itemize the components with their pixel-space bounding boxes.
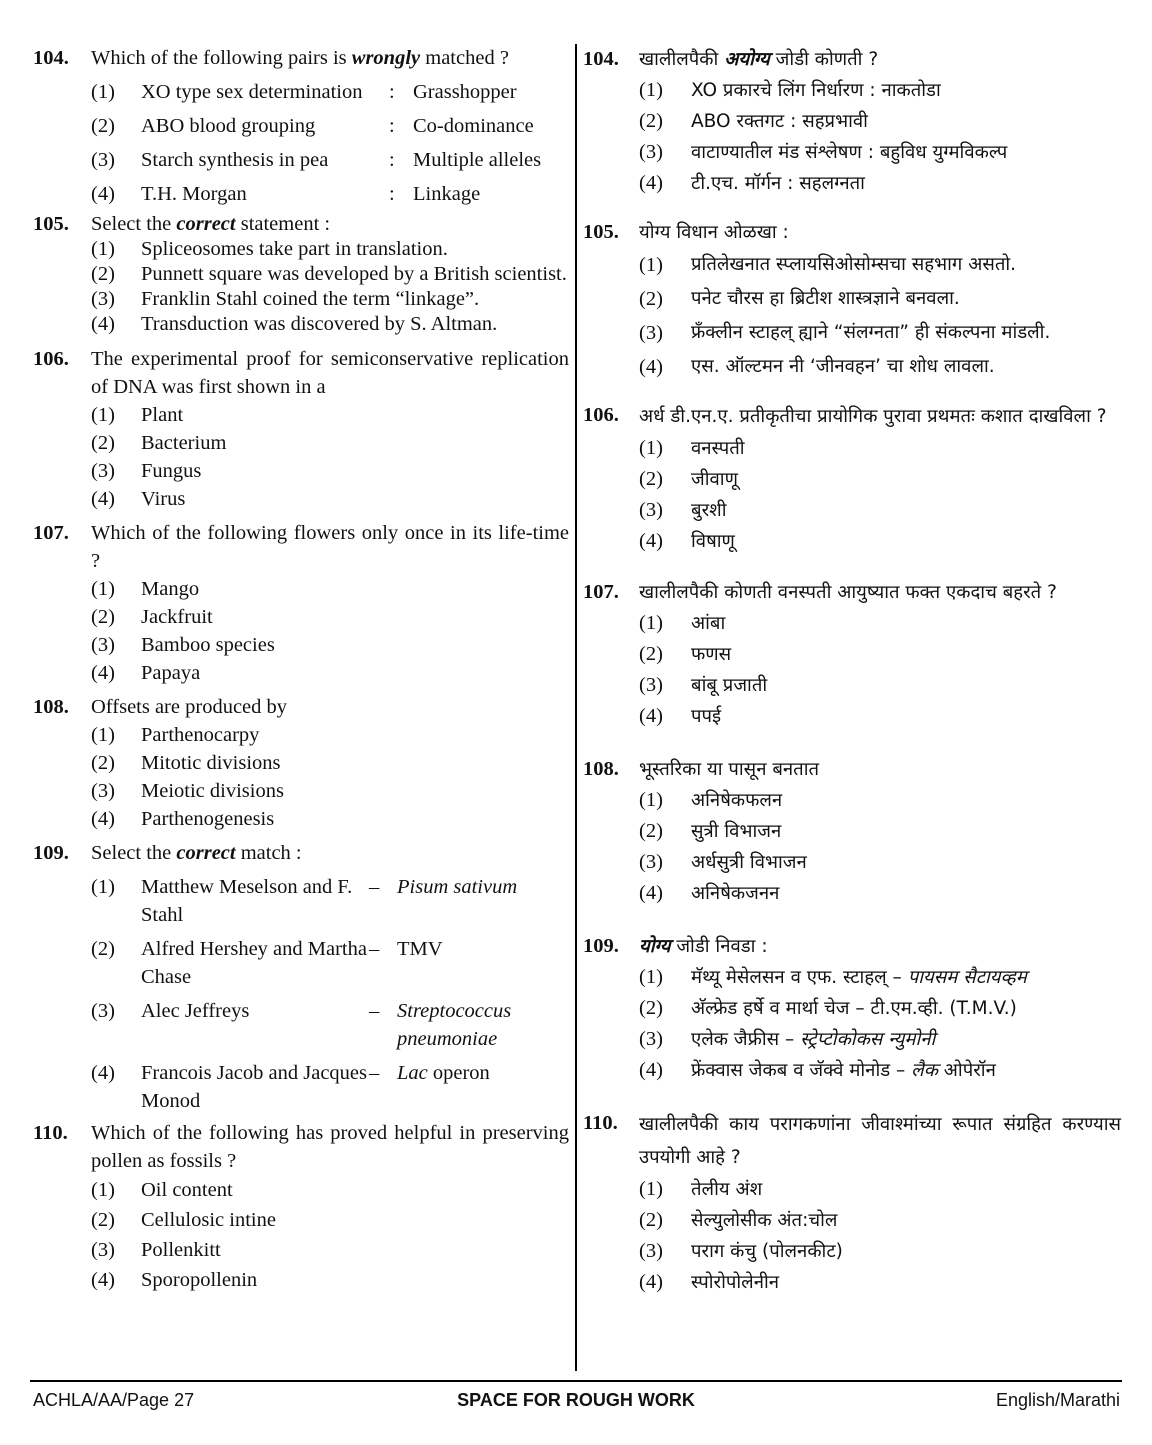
question-number: 104. (33, 47, 69, 69)
option: (1) आंबा (639, 612, 726, 634)
option: (2) जीवाणू (639, 468, 738, 490)
option: (2) Bacterium (91, 432, 227, 454)
question-number: 104. (583, 48, 619, 70)
option: (3) Fungus (91, 460, 202, 482)
question-number: 110. (33, 1122, 68, 1144)
question-108-en (33, 693, 569, 833)
option: (1) तेलीय अंश (639, 1178, 763, 1200)
question-number: 109. (583, 935, 619, 957)
option: (2) Punnett square was developed by a British scientist. (91, 263, 567, 285)
question-text: Which of the following flowers only once in its life-time ? (91, 522, 569, 572)
option: (3) बांबू प्रजाती (639, 674, 768, 696)
option: (3) एलेक जैफ्रीस – स्ट्रेप्टोकोकस न्युमोनी (639, 1028, 936, 1050)
option: (4) T.H. Morgan : Linkage (91, 183, 481, 205)
question-text: भूस्तरिका या पासून बनतात (639, 759, 820, 780)
question-number: 105. (583, 221, 619, 243)
option: (1) XO type sex determination : Grasshopper (91, 81, 517, 103)
option: (3) बुरशी (639, 499, 727, 521)
option: (3) Franklin Stahl coined the term “linkage”. (91, 288, 480, 310)
option: (2) सेल्युलोसीक अंत:चोल (639, 1209, 838, 1231)
footer-page-id: ACHLA/AA/Page 27 (33, 1390, 195, 1410)
question-text: खालीलपैकी कोणती वनस्पती आयुष्यात फक्त एकदाच बहरते ? (639, 582, 1057, 603)
question-text: योग्य जोडी निवडा : (639, 936, 768, 957)
option: (1) XO प्रकारचे लिंग निर्धारण : नाकतोडा (639, 79, 941, 101)
column-divider (575, 44, 577, 1371)
option: (4) Papaya (91, 662, 201, 684)
footer-rough-work: SPACE FOR ROUGH WORK (457, 1390, 695, 1410)
option: (1) प्रतिलेखनात स्प्लायसिओसोम्सचा सहभाग असतो. (639, 254, 1017, 276)
question-105-en (33, 212, 569, 337)
question-number: 106. (583, 404, 619, 426)
option: (1) अनिषेकफलन (639, 789, 783, 811)
question-text: Which of the following has proved helpful in preserving pollen as fossils ? (91, 1122, 569, 1172)
question-text: योग्य विधान ओळखा : (639, 222, 789, 243)
question-107-en (33, 519, 569, 687)
option: (3) फ्रॅंक्लीन स्टाहल् ह्याने “संलग्नता” ही संकल्पना मांडली. (639, 322, 1051, 344)
question-110-mr (583, 1108, 1121, 1298)
option: (4) Transduction was discovered by S. Altman. (91, 313, 498, 335)
question-109-en (33, 839, 569, 1115)
question-text: खालीलपैकी काय परागकणांना जीवाश्मांच्या रूपात संग्रहित करण्यास उपयोगी आहे ? (639, 1114, 1121, 1168)
question-105-mr (583, 217, 1121, 384)
option: (1) मॅथ्यू मेसेलसन व एफ. स्टाहल् – पायसम सैटायव्हम (639, 966, 1027, 988)
option: (3) Bamboo species (91, 634, 275, 656)
question-106-en (33, 345, 569, 513)
question-109-mr (583, 931, 1121, 1086)
option: (4) विषाणू (639, 530, 735, 552)
option: (2) सुत्री विभाजन (639, 820, 782, 842)
option: (1) वनस्पती (639, 437, 745, 459)
question-104-en (33, 44, 569, 208)
option: (1) Spliceosomes take part in translation. (91, 238, 448, 260)
option: (2) Cellulosic intine (91, 1209, 276, 1231)
option: (4) Virus (91, 488, 186, 510)
english-column (33, 44, 569, 1299)
option: (2) ABO रक्तगट : सहप्रभावी (639, 110, 868, 132)
option: (1) Plant (91, 404, 184, 426)
question-number: 108. (33, 696, 69, 718)
option: (4) एस. ऑल्टमन नी ‘जीनवहन’ चा शोध लावला. (639, 356, 995, 378)
option: (4) Parthenogenesis (91, 808, 275, 830)
footer-rule (30, 1380, 1122, 1382)
option: (2) Alfred Hershey and Martha Chase – TMV (91, 938, 443, 988)
option: (3) Meiotic divisions (91, 780, 284, 802)
option: (3) अर्धसुत्री विभाजन (639, 851, 807, 873)
question-text: खालीलपैकी अयोग्य जोडी कोणती ? (639, 49, 879, 70)
question-110-en (33, 1119, 569, 1295)
question-text: Offsets are produced by (91, 696, 288, 718)
option: (4) अनिषेकजनन (639, 882, 780, 904)
option: (2) पनेट चौरस हा ब्रिटीश शास्त्रज्ञाने बनवला. (639, 288, 960, 310)
question-108-mr (583, 754, 1121, 909)
option: (4) Francois Jacob and Jacques Monod – Lac operon (91, 1062, 490, 1112)
footer-language: English/Marathi (995, 1390, 1120, 1410)
question-number: 109. (33, 842, 69, 864)
question-text: Which of the following pairs is wrongly matched ? (91, 47, 509, 69)
option: (4) पपई (639, 705, 722, 727)
question-number: 108. (583, 758, 619, 780)
question-text: Select the correct statement : (91, 213, 331, 235)
option: (3) Starch synthesis in pea : Multiple alleles (91, 149, 542, 171)
option: (1) Oil content (91, 1179, 233, 1201)
question-number: 107. (583, 581, 619, 603)
option: (1) Parthenocarpy (91, 724, 260, 746)
option: (2) ABO blood grouping : Co-dominance (91, 115, 534, 137)
option: (1) Mango (91, 578, 200, 600)
question-number: 107. (33, 522, 69, 544)
question-number: 110. (583, 1112, 618, 1134)
question-106-mr (583, 400, 1121, 557)
option: (3) Pollenkitt (91, 1239, 221, 1261)
option: (2) अ‍ॅल्फ्रेड हर्षे व मार्था चेज – टी.एम.व्ही. (T.M.V.) (639, 997, 1017, 1019)
option: (3) Alec Jeffreys – Streptococcus pneumoniae (91, 1000, 512, 1050)
marathi-column (583, 44, 1121, 1302)
option: (4) फ्रेंक्वास जेकब व जॅक्वे मोनोड – लैक ओपेरॉन (639, 1059, 996, 1081)
option: (4) Sporopollenin (91, 1269, 258, 1291)
option: (3) वाटाण्यातील मंड संश्लेषण : बहुविध युग्मविकल्प (639, 141, 1008, 163)
question-number: 106. (33, 348, 69, 370)
question-107-mr (583, 577, 1121, 732)
option: (4) टी.एच. मॉर्गन : सहलग्नता (639, 172, 865, 194)
question-104-mr (583, 44, 1121, 199)
option: (3) पराग कंचु (पोलनकीट) (639, 1240, 843, 1262)
question-text: Select the correct match : (91, 842, 302, 864)
option: (4) स्पोरोपोलेनीन (639, 1271, 780, 1293)
option: (2) फणस (639, 643, 732, 665)
question-number: 105. (33, 213, 69, 235)
option: (1) Matthew Meselson and F. Stahl – Pisum sativum (91, 876, 518, 926)
question-text: अर्ध डी.एन.ए. प्रतीकृतीचा प्रायोगिक पुरावा प्रथमतः कशात दाखविला ? (639, 406, 1107, 427)
question-text: The experimental proof for semiconservative replication of DNA was first shown in a (91, 348, 569, 398)
option: (2) Jackfruit (91, 606, 213, 628)
option: (2) Mitotic divisions (91, 752, 281, 774)
